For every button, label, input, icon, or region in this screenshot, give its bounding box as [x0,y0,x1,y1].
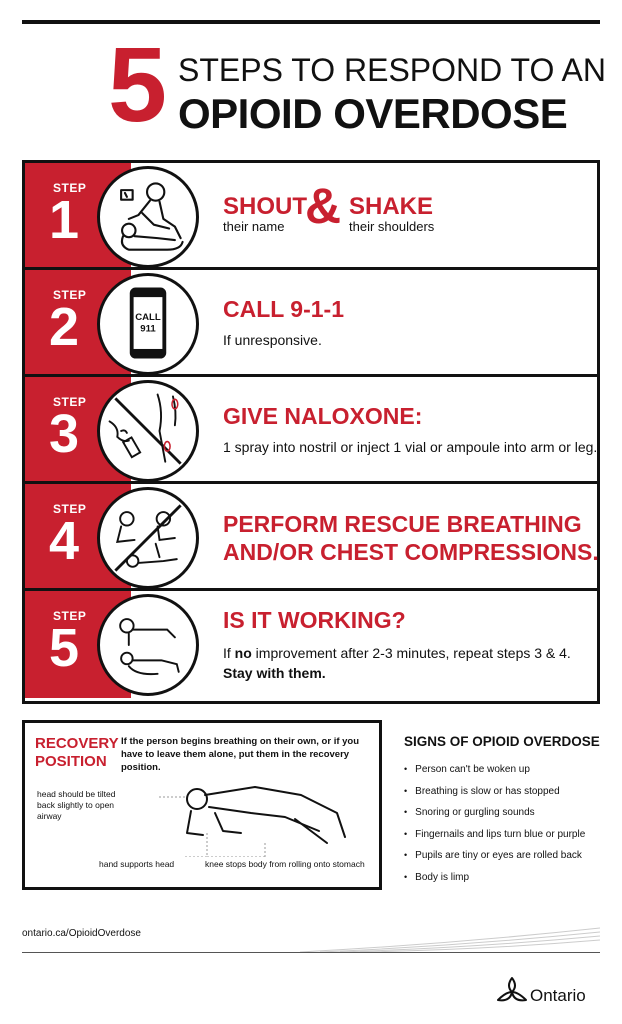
recovery-desc: If the person begins breathing on their own, or if you have to leave them alone, put them in the recovery position. [121,736,360,773]
step-label: STEP [53,395,87,409]
phone-text-call: CALL [135,312,161,324]
shake-group [349,193,434,234]
recovery-position-illustration [145,773,365,857]
step-5-desc-2: Stay with them. [223,665,326,681]
list-item: • Pupils are tiny or eyes are rolled back [404,845,604,867]
list-item: • Breathing is slow or has stopped [404,781,604,803]
signs-list [404,759,604,888]
step-4 [25,484,597,591]
steps-panel [22,160,600,704]
logo-text: Ontario [530,986,586,1005]
shout-word: SHOUT [223,193,307,220]
shake-word: SHAKE [349,193,434,220]
step-label: STEP [53,288,87,302]
step-number: 5 [49,618,80,678]
step-label: STEP [53,181,87,195]
step-2 [25,270,597,377]
list-item: • Fingernails and lips turn blue or purple [404,824,604,846]
step-2-title: CALL 9-1-1 [223,296,344,322]
list-item: • Person can't be woken up [404,759,604,781]
shake-person-icon [97,166,199,268]
step-5 [25,591,597,698]
desc-pre: If [223,645,235,661]
title-line-2: OPIOID OVERDOSE [178,90,568,137]
step-5-title: IS IT WORKING? [223,607,406,633]
signs-panel [404,734,604,888]
naloxone-icon [97,380,199,482]
step-4-title [223,510,599,566]
desc-bold: no [234,645,252,661]
shout-sub: their name [223,219,285,234]
step-4-title-line-2: AND/OR CHEST COMPRESSIONS. [223,539,599,565]
step-number: 2 [49,297,80,357]
ontario-logo [496,976,586,1006]
note-head: head should be tilted back slightly to open airway [37,789,116,821]
step-3-desc: 1 spray into nostril or inject 1 vial or ampoule into arm or leg. [223,439,598,455]
ampersand: & [305,178,342,234]
step-3 [25,377,597,484]
phone-icon [97,273,199,375]
title-line-1: STEPS TO RESPOND TO AN [178,52,606,88]
step-2-desc: If unresponsive. [223,332,322,348]
footer-url[interactable]: ontario.ca/OpioidOverdose [22,928,141,939]
recovery-title: RECOVERY POSITION [35,735,119,770]
step-3-title: GIVE NALOXONE: [223,403,423,429]
list-item: • Body is limp [404,867,604,889]
note-knee: knee stops body from rolling onto stomach [205,859,365,869]
step-label: STEP [53,609,87,623]
shake-sub: their shoulders [349,219,435,234]
step-number: 4 [49,511,80,571]
step-number: 1 [49,190,80,250]
desc-post: improvement after 2-3 minutes, repeat steps 3 & 4. [251,645,571,661]
top-rule [22,20,600,24]
trillium-icon [496,976,528,1006]
step-4-title-line-1: PERFORM RESCUE BREATHING [223,511,582,537]
phone-text-911: 911 [140,323,156,335]
note-hand: hand supports head [99,859,175,869]
title-number: 5 [108,26,165,144]
rescue-breathing-icon [97,487,199,589]
recovery-position-box [22,720,382,890]
check-person-icon [97,594,199,696]
step-1 [25,163,597,270]
signs-title: SIGNS OF OPIOID OVERDOSE [404,734,600,749]
shout-group [223,193,307,234]
bottom-rule [22,952,600,953]
step-5-desc [223,645,571,661]
list-item: • Snoring or gurgling sounds [404,802,604,824]
step-number: 3 [49,404,80,464]
step-label: STEP [53,502,87,516]
